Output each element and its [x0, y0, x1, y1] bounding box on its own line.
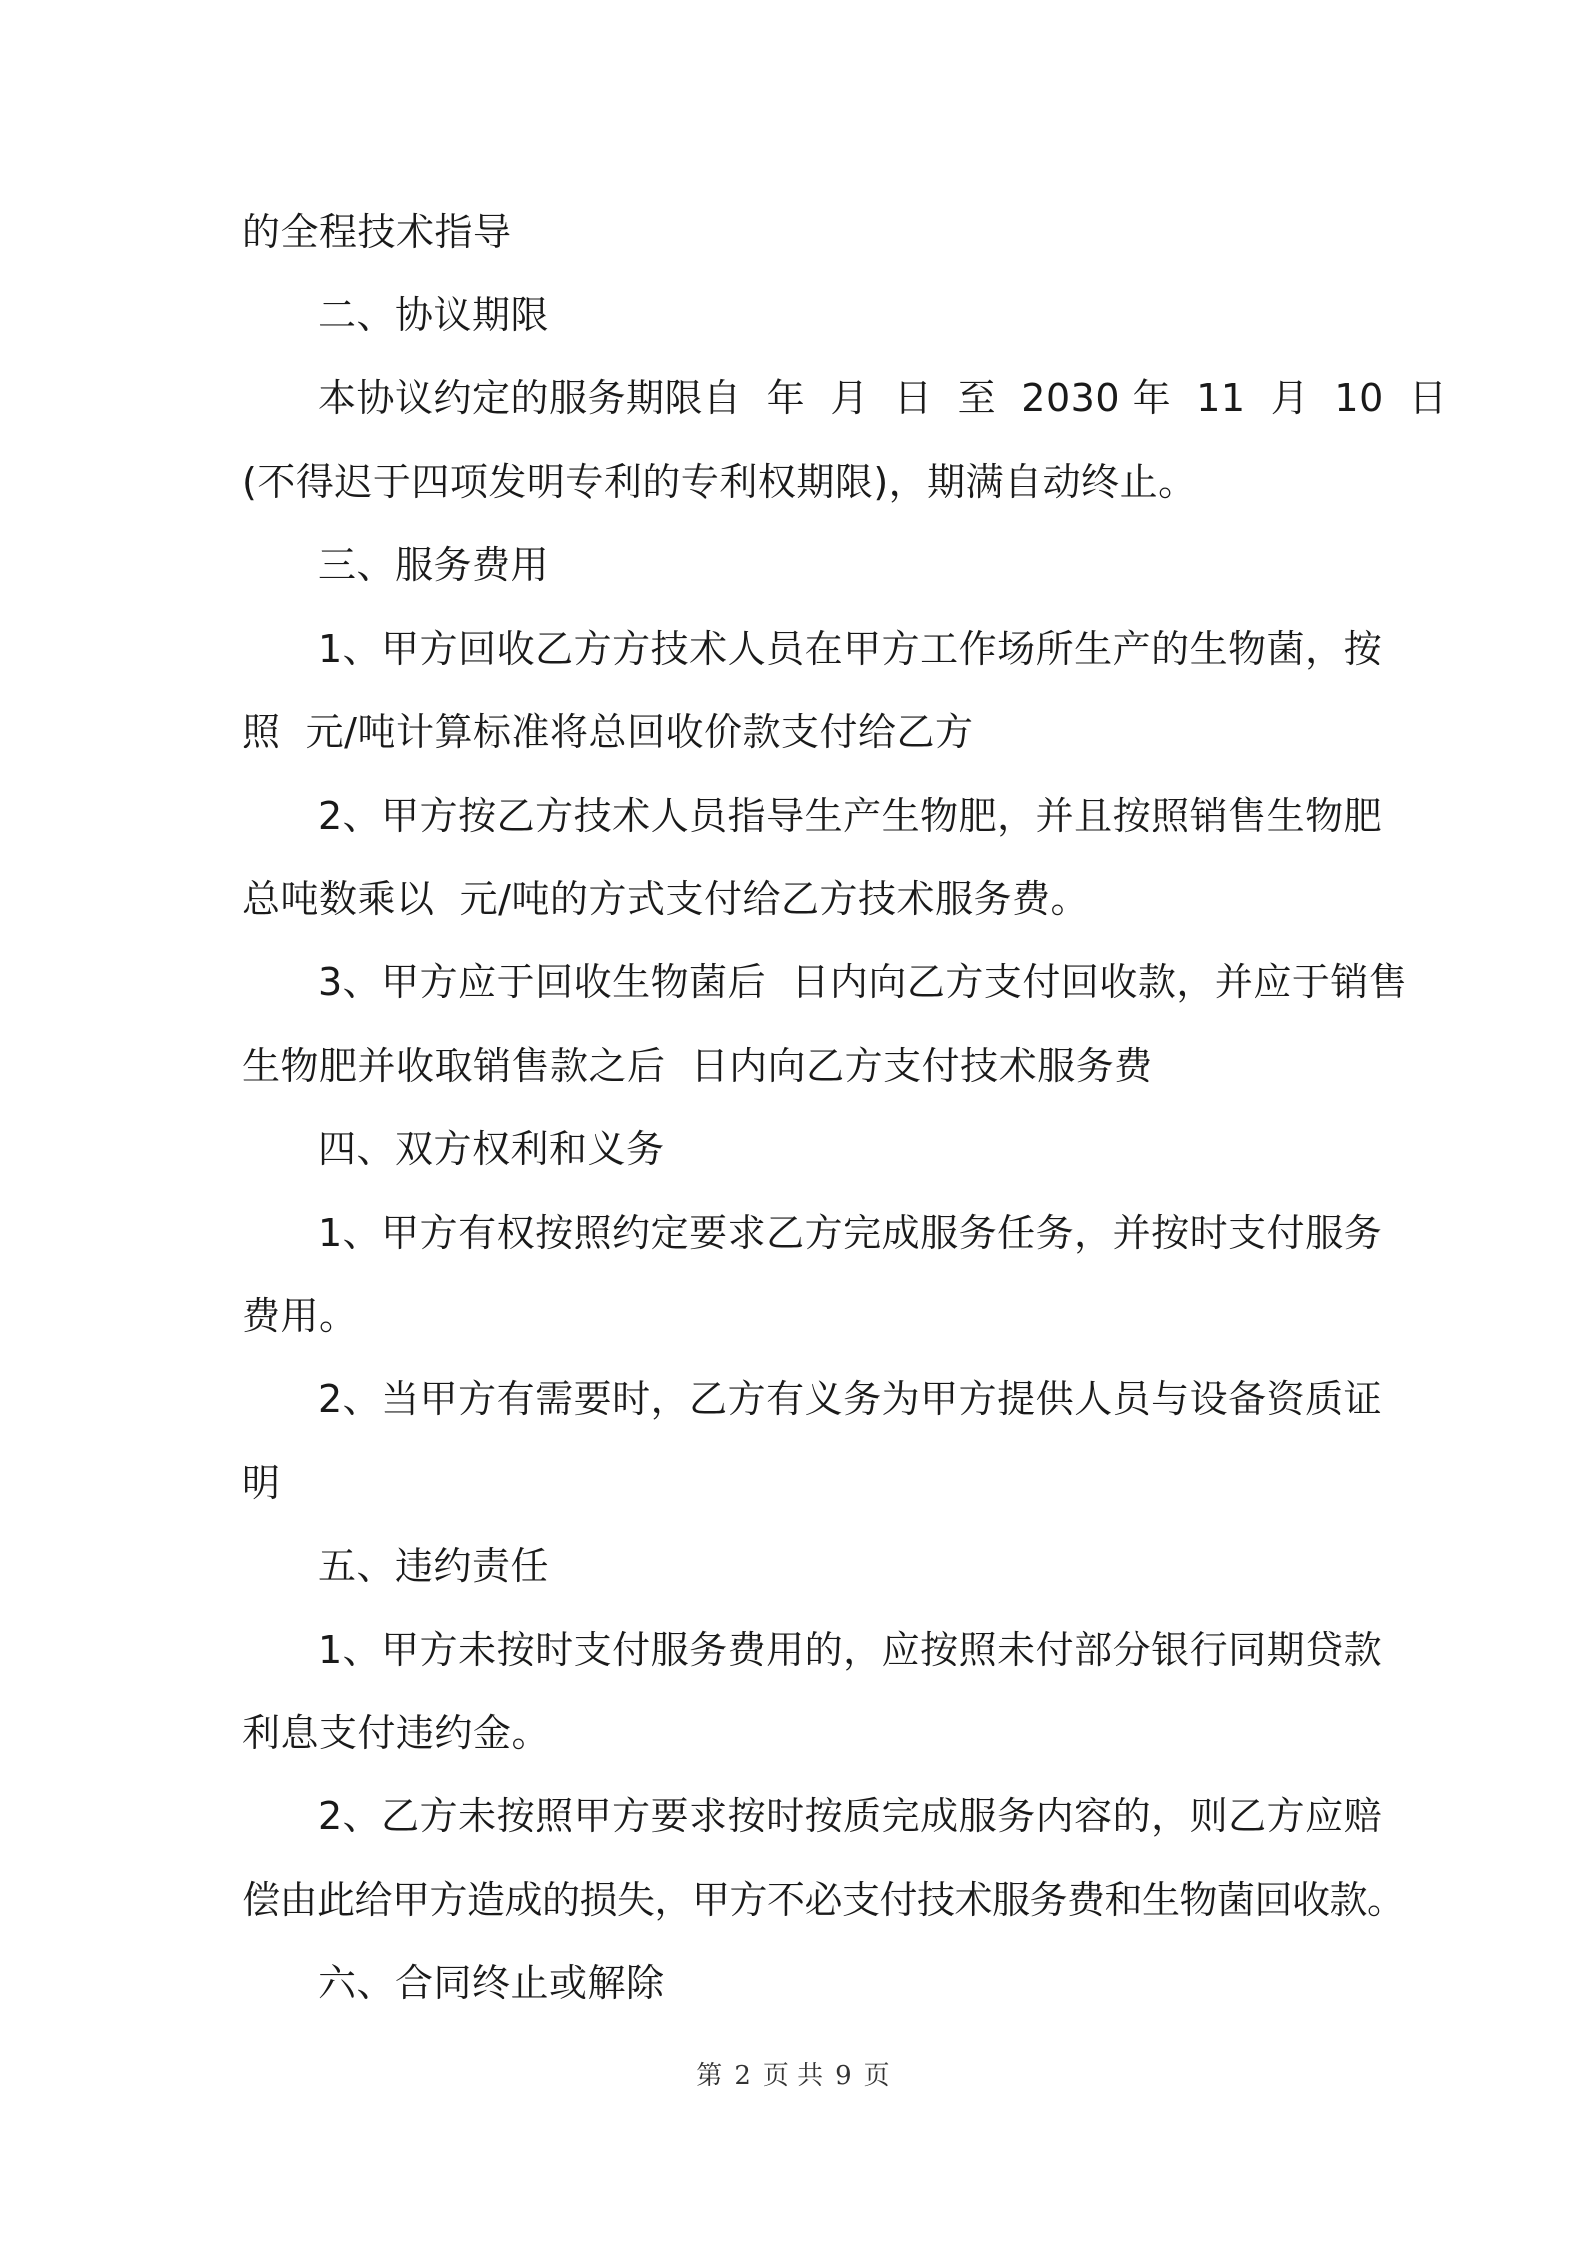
- text-line: 偿由此给甲方造成的损失，甲方不必支付技术服务费和生物菌回收款。: [242, 1878, 1405, 1922]
- text-line: 总吨数乘以 元/吨的方式支付给乙方技术服务费。: [242, 877, 1089, 921]
- section-heading: 三、服务费用: [318, 543, 550, 587]
- text-line: (不得迟于四项发明专利的专利权期限)，期满自动终止。: [242, 460, 1197, 504]
- text-line: 的全程技术指导: [242, 210, 512, 254]
- text-line: 本协议约定的服务期限自 年 月 日 至 2030 年 11 月 10 日: [318, 376, 1448, 420]
- section-heading: 五、违约责任: [318, 1544, 550, 1588]
- section-heading: 四、双方权利和义务: [318, 1127, 665, 1171]
- section-heading: 六、合同终止或解除: [318, 1961, 665, 2005]
- text-line: 1、甲方有权按照约定要求乙方完成服务任务，并按时支付服务: [318, 1211, 1383, 1255]
- text-line: 1、甲方未按时支付服务费用的，应按照未付部分银行同期贷款: [318, 1628, 1383, 1672]
- text-line: 费用。: [242, 1294, 358, 1338]
- text-line: 3、甲方应于回收生物菌后 日内向乙方支付回收款，并应于销售: [318, 960, 1408, 1004]
- current-page-number: 2: [734, 2061, 751, 2091]
- footer-prefix: 第: [696, 2061, 723, 2091]
- text-line: 1、甲方回收乙方方技术人员在甲方工作场所生产的生物菌，按: [318, 627, 1383, 671]
- text-line: 2、甲方按乙方技术人员指导生产生物肥，并且按照销售生物肥: [318, 794, 1383, 838]
- text-line: 2、当甲方有需要时，乙方有义务为甲方提供人员与设备资质证: [318, 1377, 1383, 1421]
- section-heading: 二、协议期限: [318, 293, 550, 337]
- text-line: 生物肥并收取销售款之后 日内向乙方支付技术服务费: [242, 1044, 1153, 1088]
- text-line: 明: [242, 1461, 281, 1505]
- page-footer: [0, 2060, 1586, 2092]
- footer-suffix: 页: [863, 2061, 890, 2091]
- total-page-count: 9: [835, 2061, 852, 2091]
- text-line: 2、乙方未按照甲方要求按时按质完成服务内容的，则乙方应赔: [318, 1794, 1383, 1838]
- text-line: 照 元/吨计算标准将总回收价款支付给乙方: [242, 710, 974, 754]
- text-line: 利息支付违约金。: [242, 1711, 551, 1755]
- footer-middle: 页 共: [762, 2061, 824, 2091]
